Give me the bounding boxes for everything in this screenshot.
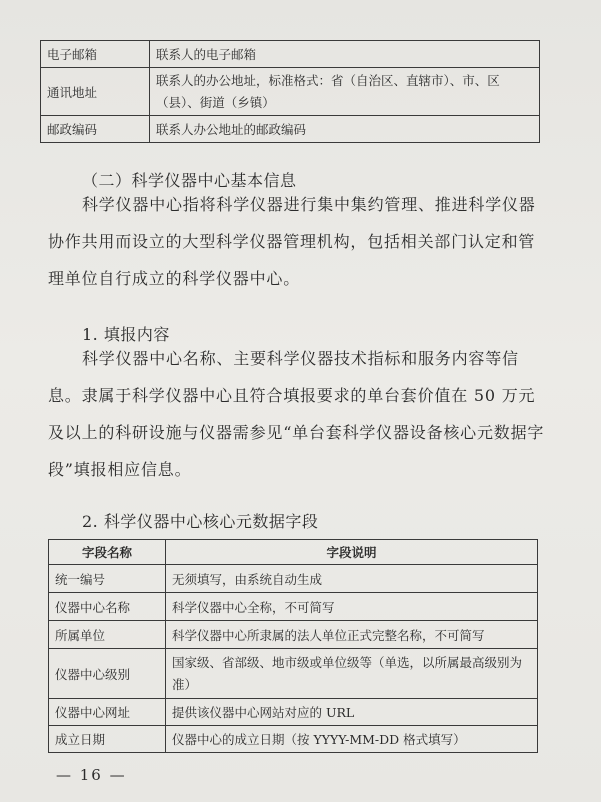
table-row — [41, 68, 540, 116]
column-header: 字段说明 — [166, 540, 538, 565]
field-desc-cell: 科学仪器中心全称，不可简写 — [166, 593, 538, 621]
field-desc-cell: 提供该仪器中心网站对应的 URL — [166, 699, 538, 726]
table-row — [49, 565, 538, 593]
field-name-cell: 邮政编码 — [41, 116, 150, 143]
page-number: — 16 — — [56, 766, 127, 784]
field-name-cell: 所属单位 — [49, 621, 166, 649]
item-heading: 1. 填报内容 — [82, 325, 170, 344]
field-desc-cell: 无须填写，由系统自动生成 — [166, 565, 538, 593]
column-header: 字段名称 — [49, 540, 166, 565]
section-heading: （二）科学仪器中心基本信息 — [82, 171, 297, 190]
section-paragraph: 科学仪器中心指将科学仪器进行集中集约管理、推进科学仪器协作共用而设立的大型科学仪器管理机构，包括相关部门认定和管理单位自行成立的科学仪器中心。 — [48, 195, 536, 288]
table-row — [41, 116, 540, 143]
field-desc-cell: 联系人的电子邮箱 — [150, 41, 540, 68]
table-row — [49, 699, 538, 726]
field-name-cell: 统一编号 — [49, 565, 166, 593]
table-row — [49, 593, 538, 621]
metadata-fields-table — [48, 539, 538, 753]
field-desc-cell: 国家级、省部级、地市级或单位级等（单选，以所属最高级别为准） — [166, 649, 538, 699]
field-name-cell: 仪器中心网址 — [49, 699, 166, 726]
field-desc-cell: 联系人办公地址的邮政编码 — [150, 116, 540, 143]
table-row — [41, 41, 540, 68]
field-desc-cell: 仪器中心的成立日期（按 YYYY-MM-DD 格式填写） — [166, 726, 538, 753]
table-row — [49, 726, 538, 753]
table-row — [49, 621, 538, 649]
item-heading: 2. 科学仪器中心核心元数据字段 — [82, 512, 319, 531]
field-name-cell: 成立日期 — [49, 726, 166, 753]
field-name-cell: 仪器中心名称 — [49, 593, 166, 621]
field-desc-cell: 科学仪器中心所隶属的法人单位正式完整名称，不可简写 — [166, 621, 538, 649]
field-name-cell: 通讯地址 — [41, 68, 150, 116]
table-header-row — [49, 540, 538, 565]
field-desc-cell: 联系人的办公地址，标准格式：省（自治区、直辖市）、市、区（县）、街道（乡镇） — [150, 68, 540, 116]
field-name-cell: 电子邮箱 — [41, 41, 150, 68]
contact-info-table — [40, 40, 540, 143]
item-paragraph: 科学仪器中心名称、主要科学仪器技术指标和服务内容等信息。隶属于科学仪器中心且符合填报要求的单台套价值在 50 万元及以上的科研设施与仪器需参见“单台套科学仪器设备核心元数据字段”填报相应信息。 — [48, 349, 545, 479]
field-name-cell: 仪器中心级别 — [49, 649, 166, 699]
table-row — [49, 649, 538, 699]
